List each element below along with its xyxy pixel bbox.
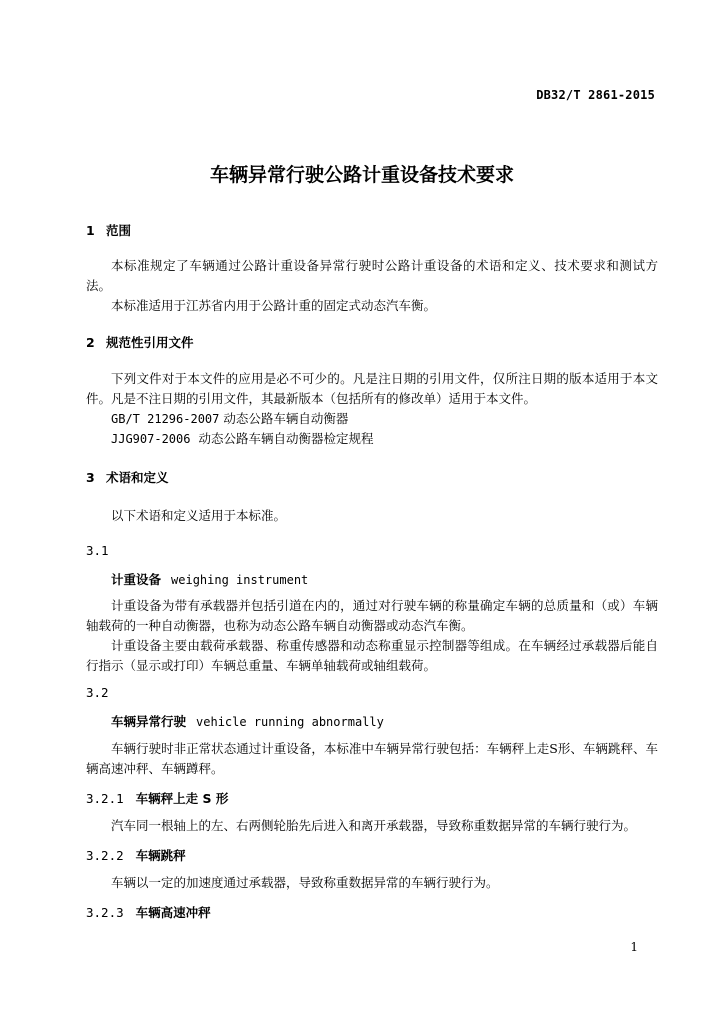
clause-3-2-2-number: 3.2.2 [86,848,124,863]
section-2-title: 规范性引用文件 [106,335,194,350]
clause-3-1-number: 3.1 [86,543,109,558]
reference-name: 动态公路车辆自动衡器检定规程 [198,431,374,446]
reference-code: JJG907-2006 [111,432,191,446]
term-3-2 [111,712,384,730]
section-3-body [86,506,658,526]
section-2-number: 2 [86,335,95,350]
section-1-heading [86,221,131,239]
section-1-para-1: 本标准规定了车辆通过公路计重设备异常行驶时公路计重设备的术语和定义、技术要求和测试方法。 [86,258,658,293]
term-3-1-en: weighing instrument [171,573,309,587]
clause-3-2-1-title: 车辆秤上走 S 形 [135,791,229,806]
section-3-heading [86,468,169,486]
term-3-1 [111,570,308,588]
clause-3-1-body [86,596,658,676]
section-3-title: 术语和定义 [106,470,169,485]
section-3-para: 以下术语和定义适用于本标准。 [111,508,287,523]
clause-3-2-3-title: 车辆高速冲秤 [135,905,211,920]
section-1-body [86,256,658,316]
section-1-title: 范围 [106,223,132,238]
clause-3-1-para-1: 计重设备为带有承载器并包括引道在内的，通过对行驶车辆的称量确定车辆的总质量和（或）车辆轴载荷的一种自动衡器，也称为动态公路车辆自动衡器或动态汽车衡。 [86,598,658,633]
reference-code: GB/T 21296-2007 [111,412,220,426]
clause-3-2-2-body [86,873,658,893]
clause-3-2-number: 3.2 [86,685,109,700]
clause-3-2-body [86,739,658,779]
clause-3-2-para: 车辆行驶时非正常状态通过计重设备，本标准中车辆异常行驶包括：车辆秤上走S形、车辆跳秤、车辆高速冲秤、车辆蹲秤。 [86,741,658,776]
section-2-heading [86,333,194,351]
standard-number: DB32/T 2861-2015 [536,88,655,102]
clause-3-2-1-number: 3.2.1 [86,791,124,806]
page-number: 1 [630,940,638,954]
clause-3-2-1-para: 汽车同一根轴上的左、右两侧轮胎先后进入和离开承载器，导致称重数据异常的车辆行驶行为。 [111,818,637,833]
reference-name: 动态公路车辆自动衡器 [223,411,349,426]
clause-3-2-3-heading [86,903,211,921]
term-3-1-cn: 计重设备 [111,572,162,587]
term-3-2-en: vehicle running abnormally [196,715,384,729]
term-3-2-cn: 车辆异常行驶 [111,714,187,729]
clause-3-2-3-number: 3.2.3 [86,905,124,920]
section-2-body [86,369,658,449]
clause-3-2-1-heading [86,789,228,807]
section-1-number: 1 [86,223,95,238]
clause-3-2-2-title: 车辆跳秤 [135,848,186,863]
reference-item [86,409,658,429]
clause-3-2-1-body [86,816,658,836]
section-3-number: 3 [86,470,95,485]
section-2-para: 下列文件对于本文件的应用是必不可少的。凡是注日期的引用文件，仅所注日期的版本适用于本文件。凡是不注日期的引用文件，其最新版本（包括所有的修改单）适用于本文件。 [86,371,658,406]
section-1-para-2: 本标准适用于江苏省内用于公路计重的固定式动态汽车衡。 [111,298,437,313]
clause-3-2-2-para: 车辆以一定的加速度通过承载器，导致称重数据异常的车辆行驶行为。 [111,875,499,890]
clause-3-2-2-heading [86,846,186,864]
reference-item [86,429,658,449]
clause-3-1-para-2: 计重设备主要由载荷承载器、称重传感器和动态称重显示控制器等组成。在车辆经过承载器后能自行指示（显示或打印）车辆总重量、车辆单轴载荷或轴组载荷。 [86,638,658,673]
document-title: 车辆异常行驶公路计重设备技术要求 [209,164,514,186]
